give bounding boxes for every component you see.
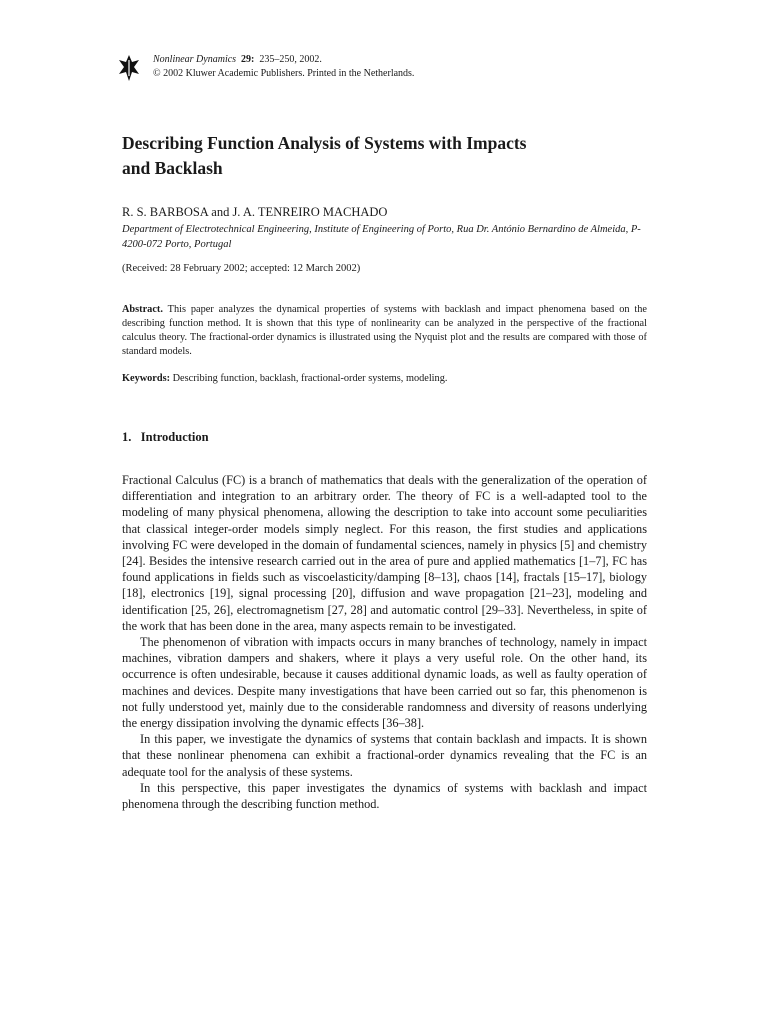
journal-citation-line bbox=[153, 53, 414, 67]
section-number: 1. bbox=[122, 430, 132, 444]
paragraph: In this paper, we investigate the dynamics of systems that contain backlash and impacts. It is shown that these nonlinear phenomena can exhibit a fractional-order dynamics revealing that the FC is an adequate tool for the analysis of these systems. bbox=[122, 732, 647, 779]
paper-title-line-2: and Backlash bbox=[122, 158, 223, 178]
paper-title bbox=[122, 131, 526, 181]
keywords bbox=[122, 373, 447, 384]
journal-name: Nonlinear Dynamics bbox=[153, 54, 237, 65]
paragraph: Fractional Calculus (FC) is a branch of mathematics that deals with the generalization of the operation of differentiation and integration to an arbitrary order. The theory of FC is a well-adapted tool to the modeling of many physical phenomena, allowing the description to take into account some peculiarities that classical integer-order models simply neglect. For this reason, the first studies and applications involving FC were developed in the domain of fundamental sciences, namely in physics [5] and chemistry [24]. Besides the intensive research carried out in the area of pure and applied mathematics [1–7], FC has found applications in fields such as viscoelasticity/damping [8–13], chaos [14], fractals [15–17], biology [18], electronics [19], signal processing [20], diffusion and wave propagation [21–23], modeling and identification [25, 26], electromagnetism [27, 28] and automatic control [29–33]. Nevertheless, in spite of the work that has been done in the area, many aspects remain to be investigated. bbox=[122, 473, 647, 633]
received-dates: (Received: 28 February 2002; accepted: 12 March 2002) bbox=[122, 263, 361, 274]
affiliation: Department of Electrotechnical Engineering, Institute of Engineering of Porto, Rua Dr. António Bernardino de Almeida, P-4200-072 Porto, Portugal bbox=[122, 224, 641, 250]
journal-info bbox=[153, 53, 414, 80]
publisher-logo-icon bbox=[118, 54, 140, 82]
abstract bbox=[122, 303, 647, 359]
abstract-label: Abstract. bbox=[122, 304, 163, 315]
journal-volume: 29: bbox=[241, 54, 255, 65]
section-body bbox=[122, 472, 647, 812]
abstract-text: This paper analyzes the dynamical properties of systems with backlash and impact phenomena based on the describing function method. It is shown that this type of nonlinearity can be analyzed in the perspective of the fractional calculus theory. The fractional-order dynamics is illustrated using the Nyquist plot and the results are compared with those of standard models. bbox=[122, 304, 648, 357]
section-heading bbox=[122, 430, 209, 445]
journal-pages-year: 235–250, 2002. bbox=[259, 54, 322, 65]
authors: R. S. BARBOSA and J. A. TENREIRO MACHADO bbox=[122, 205, 388, 219]
keywords-text: Describing function, backlash, fractional-order systems, modeling. bbox=[172, 373, 448, 384]
paragraph: The phenomenon of vibration with impacts occurs in many branches of technology, namely in impact machines, vibration dampers and shakers, where it plays a very useful role. On the other hand, its occurrence is often undesirable, because it causes additional dynamic loads, as well as faulty operation of machines and devices. Despite many investigations that have been carried out so far, this phenomenon is not fully understood yet, mainly due to the considerable randomness and diversity of reasons underlying the energy dissipation involving the dynamic effects [36–38]. bbox=[122, 635, 647, 731]
keywords-label: Keywords: bbox=[122, 373, 171, 384]
section-title: Introduction bbox=[140, 430, 209, 444]
paragraph: In this perspective, this paper investigates the dynamics of systems with backlash and impact phenomena through the describing function method. bbox=[122, 780, 647, 812]
paper-title-line-1: Describing Function Analysis of Systems with Impacts bbox=[122, 133, 527, 153]
copyright-line: © 2002 Kluwer Academic Publishers. Printed in the Netherlands. bbox=[153, 67, 415, 79]
